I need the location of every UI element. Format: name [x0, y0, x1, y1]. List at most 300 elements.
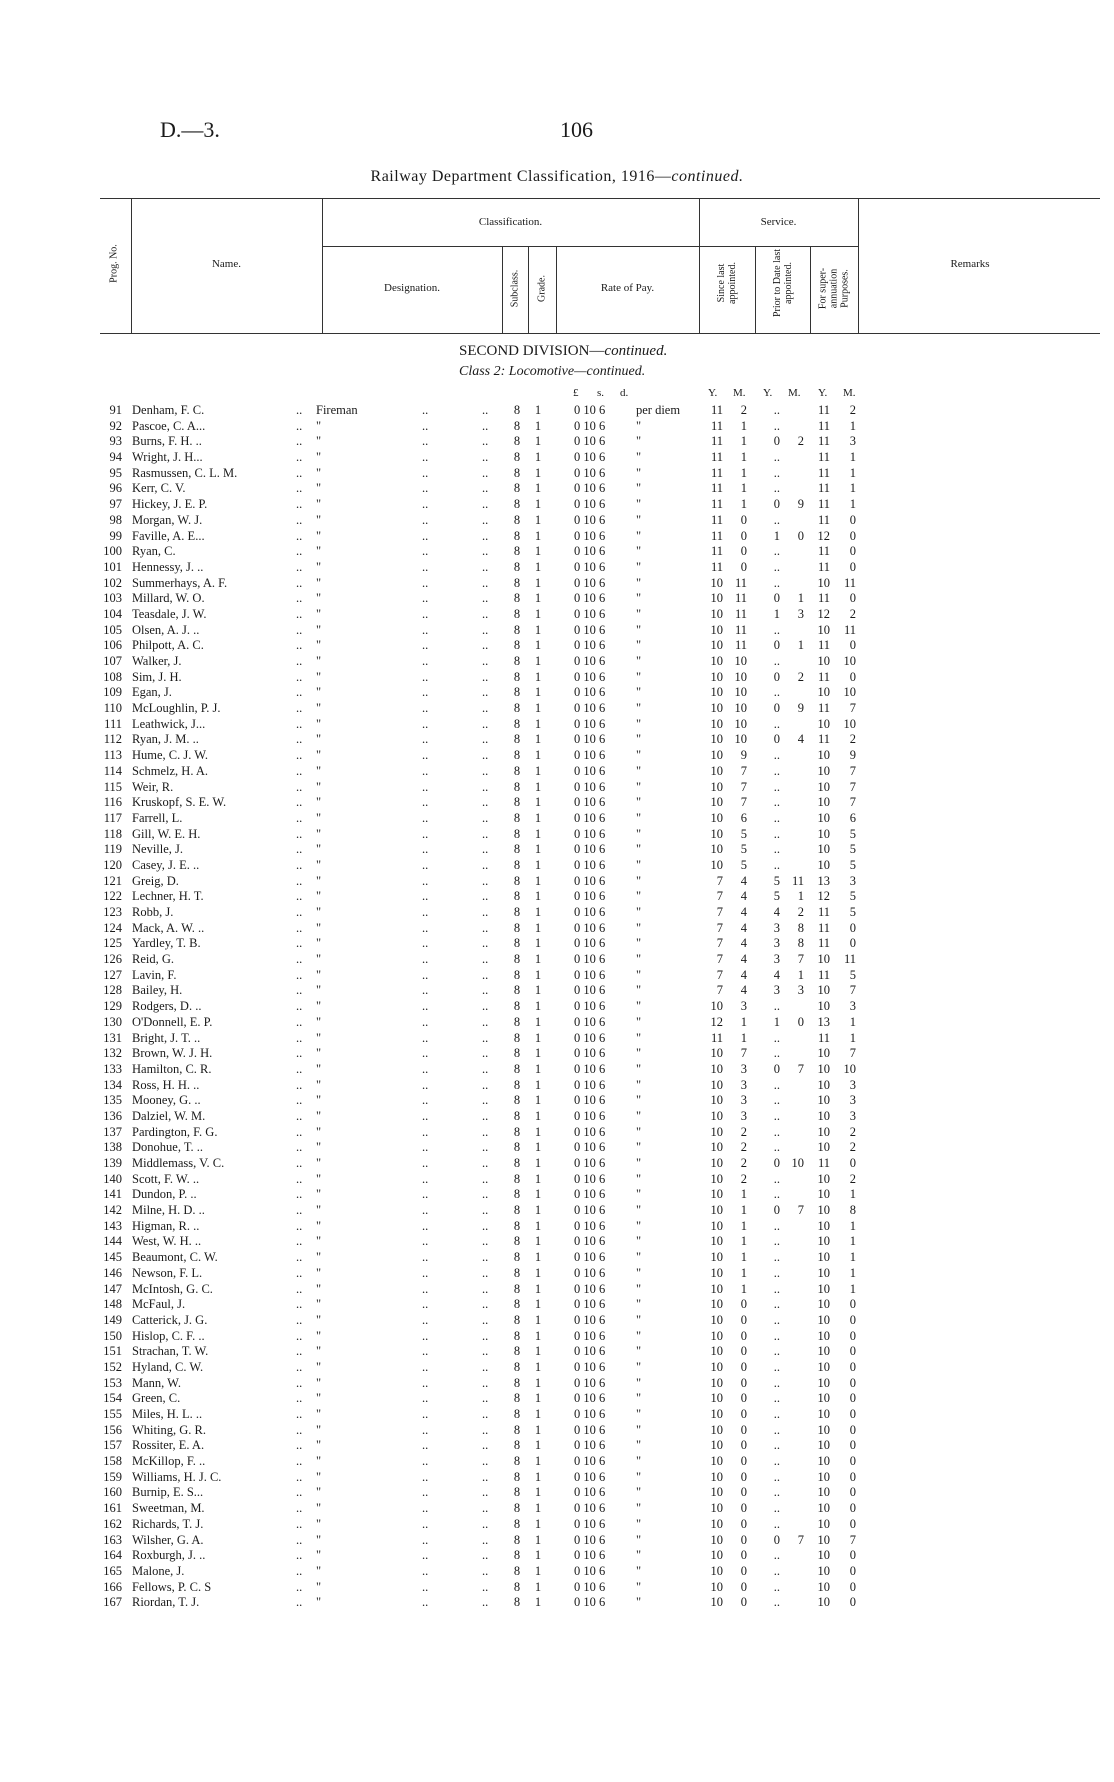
table-row [0, 1313, 1114, 1329]
leader-dots: .. [422, 701, 429, 716]
row-prior-months: 11 [791, 873, 804, 888]
table-row [0, 1172, 1114, 1188]
row-super-years: 10 [817, 1516, 830, 1531]
row-grade: 1 [534, 669, 542, 684]
leader-dots: .. [422, 779, 429, 794]
row-super-years: 10 [817, 1485, 830, 1500]
row-prog-no: 97 [109, 497, 122, 512]
row-grade: 1 [534, 591, 542, 606]
row-prog-no: 99 [109, 528, 122, 543]
row-prior-years: .. [773, 1265, 780, 1280]
row-subclass: 8 [513, 481, 521, 496]
leader-dots: .. [482, 559, 489, 574]
row-since-years: 10 [710, 1328, 723, 1343]
row-name: Mack, A. W. .. [132, 920, 205, 935]
leader-dots: .. [296, 732, 303, 747]
row-grade: 1 [534, 732, 542, 747]
row-name: O'Donnell, E. P. [132, 1014, 213, 1029]
leader-dots: .. [296, 1328, 303, 1343]
leader-dots: .. [296, 716, 303, 731]
row-grade: 1 [534, 1281, 542, 1296]
row-super-months: 0 [849, 936, 856, 951]
row-subclass: 8 [513, 622, 521, 637]
row-since-years: 11 [710, 559, 723, 574]
row-super-years: 10 [817, 1469, 830, 1484]
table-row [0, 1501, 1114, 1517]
row-prior-years: 0 [773, 1061, 780, 1076]
row-prog-no: 140 [103, 1171, 122, 1186]
col-since-last: Since last appointed. [716, 262, 738, 304]
row-name: Ryan, C. [132, 544, 176, 559]
row-grade: 1 [534, 1344, 542, 1359]
row-since-years: 10 [710, 1140, 723, 1155]
row-rate-unit: " [636, 1375, 642, 1390]
row-grade: 1 [534, 1140, 542, 1155]
row-subclass: 8 [513, 889, 521, 904]
row-super-years: 12 [817, 606, 830, 621]
header-bottom-rule [100, 333, 1100, 334]
row-name: Schmelz, H. A. [132, 763, 209, 778]
row-prog-no: 103 [103, 591, 122, 606]
table-row [0, 1391, 1114, 1407]
row-since-years: 10 [710, 1344, 723, 1359]
row-rate: 0 10 6 [574, 795, 606, 810]
row-super-months: 3 [849, 1093, 856, 1108]
row-designation: " [316, 1501, 322, 1516]
row-designation: " [316, 1124, 322, 1139]
title-continued: continued. [671, 168, 744, 185]
row-super-months: 0 [849, 669, 856, 684]
table-row [0, 1438, 1114, 1454]
leader-dots: .. [296, 999, 303, 1014]
row-since-years: 7 [716, 983, 723, 998]
row-rate-unit: " [636, 1328, 642, 1343]
row-name: Lechner, H. T. [132, 889, 204, 904]
row-grade: 1 [534, 1108, 542, 1123]
row-prior-years: .. [773, 748, 780, 763]
row-rate-unit: " [636, 606, 642, 621]
row-super-months: 11 [843, 622, 856, 637]
row-rate-unit: " [636, 983, 642, 998]
row-rate: 0 10 6 [574, 889, 606, 904]
leader-dots: .. [422, 810, 429, 825]
row-subclass: 8 [513, 1548, 521, 1563]
row-since-months: 1 [740, 1203, 747, 1218]
leader-dots: .. [422, 544, 429, 559]
leader-dots: .. [422, 559, 429, 574]
row-name: Morgan, W. J. [132, 512, 203, 527]
row-rate-unit: " [636, 1234, 642, 1249]
division-title-cont: continued. [604, 343, 668, 359]
row-prog-no: 147 [103, 1281, 122, 1296]
row-super-years: 11 [817, 936, 830, 951]
row-super-months: 1 [849, 481, 856, 496]
row-name: Rodgers, D. .. [132, 999, 202, 1014]
leader-dots: .. [296, 606, 303, 621]
row-name: McKillop, F. .. [132, 1454, 206, 1469]
leader-dots: .. [482, 606, 489, 621]
division-title-text: SECOND DIVISION— [459, 343, 605, 359]
row-grade: 1 [534, 1438, 542, 1453]
row-prior-years: 0 [773, 669, 780, 684]
leader-dots: .. [482, 1407, 489, 1421]
leader-dots: .. [482, 1061, 489, 1076]
leader-dots: .. [422, 1469, 429, 1484]
row-name: Roxburgh, J. .. [132, 1548, 206, 1563]
leader-dots: .. [482, 1548, 489, 1563]
row-rate: 0 10 6 [574, 1281, 606, 1296]
row-since-months: 10 [734, 701, 747, 716]
row-rate: 0 10 6 [574, 1250, 606, 1265]
row-prog-no: 116 [103, 795, 122, 810]
row-designation: " [316, 952, 322, 967]
row-super-months: 0 [849, 1438, 856, 1453]
row-super-years: 10 [817, 1297, 830, 1312]
row-name: Sweetman, M. [132, 1501, 205, 1516]
leader-dots: .. [482, 1328, 489, 1343]
leader-dots: .. [482, 983, 489, 998]
leader-dots: .. [482, 701, 489, 716]
row-prior-months: 2 [797, 669, 804, 684]
table-row [0, 685, 1114, 701]
row-prog-no: 131 [103, 1030, 122, 1045]
leader-dots: .. [296, 763, 303, 778]
row-name: Summerhays, A. F. [132, 575, 228, 590]
row-since-months: 0 [740, 1328, 747, 1343]
unit-months: M. [733, 387, 746, 399]
row-grade: 1 [534, 826, 542, 841]
row-subclass: 8 [513, 654, 521, 668]
row-designation: " [316, 1344, 322, 1359]
row-name: Leathwick, J... [132, 716, 206, 731]
table-row [0, 1533, 1114, 1549]
row-designation: " [316, 1454, 322, 1469]
row-rate-unit: " [636, 1407, 642, 1421]
row-prog-no: 102 [103, 575, 122, 590]
table-row [0, 466, 1114, 482]
row-since-months: 9 [740, 748, 747, 763]
row-rate: 0 10 6 [574, 857, 606, 872]
leader-dots: .. [296, 1485, 303, 1500]
row-subclass: 8 [513, 1187, 521, 1202]
leader-dots: .. [422, 512, 429, 527]
row-super-months: 0 [849, 1454, 856, 1469]
row-designation: " [316, 1187, 322, 1202]
row-grade: 1 [534, 1171, 542, 1186]
row-prior-years: .. [773, 1579, 780, 1594]
row-since-years: 10 [710, 1407, 723, 1421]
row-grade: 1 [534, 1469, 542, 1484]
row-since-years: 11 [710, 497, 723, 512]
row-since-months: 0 [740, 528, 747, 543]
row-grade: 1 [534, 1218, 542, 1233]
leader-dots: .. [296, 1171, 303, 1186]
row-designation: " [316, 1203, 322, 1218]
row-rate-unit: " [636, 1171, 642, 1186]
leader-dots: .. [482, 481, 489, 496]
row-name: Kruskopf, S. E. W. [132, 795, 227, 810]
row-since-months: 7 [740, 763, 747, 778]
row-grade: 1 [534, 873, 542, 888]
row-since-months: 10 [734, 732, 747, 747]
row-grade: 1 [534, 1061, 542, 1076]
row-grade: 1 [534, 1046, 542, 1061]
leader-dots: .. [482, 1234, 489, 1249]
row-super-months: 1 [849, 1250, 856, 1265]
row-super-years: 13 [817, 1014, 830, 1029]
row-prior-years: .. [773, 654, 780, 668]
row-since-years: 10 [710, 1532, 723, 1547]
row-prog-no: 142 [103, 1203, 122, 1218]
row-grade: 1 [534, 544, 542, 559]
row-name: Scott, F. W. .. [132, 1171, 200, 1186]
leader-dots: .. [422, 418, 429, 433]
row-since-years: 7 [716, 952, 723, 967]
row-rate: 0 10 6 [574, 716, 606, 731]
leader-dots: .. [482, 1501, 489, 1516]
page-number: 106 [560, 117, 593, 142]
row-subclass: 8 [513, 857, 521, 872]
table-row [0, 1266, 1114, 1282]
row-since-months: 2 [740, 1156, 747, 1170]
row-grade: 1 [534, 1030, 542, 1045]
leader-dots: .. [296, 434, 303, 449]
leader-dots: .. [296, 512, 303, 527]
col-divider [502, 246, 503, 333]
leader-dots: .. [296, 1108, 303, 1123]
row-prior-months: 1 [797, 967, 804, 982]
row-prior-months: 8 [797, 936, 804, 951]
row-rate-unit: " [636, 1187, 642, 1202]
row-super-years: 11 [817, 465, 830, 480]
row-since-months: 0 [740, 559, 747, 574]
row-super-months: 0 [849, 1297, 856, 1312]
row-since-months: 7 [740, 779, 747, 794]
row-subclass: 8 [513, 1344, 521, 1359]
row-grade: 1 [534, 1548, 542, 1563]
row-subclass: 8 [513, 763, 521, 778]
row-rate-unit: " [636, 763, 642, 778]
leader-dots: .. [482, 434, 489, 449]
leader-dots: .. [482, 622, 489, 637]
row-prog-no: 166 [103, 1579, 122, 1594]
row-name: Greig, D. [132, 873, 179, 888]
leader-dots: .. [422, 1454, 429, 1469]
row-name: Teasdale, J. W. [132, 606, 207, 621]
row-since-months: 10 [734, 654, 747, 668]
row-rate: 0 10 6 [574, 779, 606, 794]
row-since-years: 10 [710, 763, 723, 778]
row-rate-unit: " [636, 1548, 642, 1563]
row-grade: 1 [534, 403, 542, 417]
col-designation: Designation. [384, 282, 440, 294]
col-service: Service. [760, 216, 797, 228]
row-grade: 1 [534, 1595, 542, 1610]
row-name: Weir, R. [132, 779, 174, 794]
leader-dots: .. [422, 434, 429, 449]
row-rate-unit: " [636, 638, 642, 653]
row-super-years: 10 [817, 1375, 830, 1390]
leader-dots: .. [482, 1312, 489, 1327]
row-prog-no: 155 [103, 1407, 122, 1421]
table-row [0, 1564, 1114, 1580]
row-super-years: 11 [817, 591, 830, 606]
leader-dots: .. [482, 1595, 489, 1610]
row-super-months: 0 [849, 1407, 856, 1421]
row-rate: 0 10 6 [574, 1516, 606, 1531]
leader-dots: .. [422, 1187, 429, 1202]
leader-dots: .. [422, 1061, 429, 1076]
row-name: Strachan, T. W. [132, 1344, 209, 1359]
row-designation: " [316, 1391, 322, 1406]
leader-dots: .. [422, 1030, 429, 1045]
row-prior-years: 4 [773, 967, 780, 982]
leader-dots: .. [422, 1108, 429, 1123]
row-grade: 1 [534, 622, 542, 637]
row-designation: " [316, 999, 322, 1014]
table-row [0, 1125, 1114, 1141]
row-rate-unit: " [636, 1391, 642, 1406]
row-subclass: 8 [513, 748, 521, 763]
leader-dots: .. [482, 654, 489, 668]
row-name: Millard, W. O. [132, 591, 205, 606]
table-row [0, 999, 1114, 1015]
row-designation: " [316, 1328, 322, 1343]
row-rate-unit: " [636, 905, 642, 919]
leader-dots: .. [422, 748, 429, 763]
row-prog-no: 130 [103, 1014, 122, 1029]
table-row [0, 1376, 1114, 1392]
row-super-years: 10 [817, 795, 830, 810]
row-super-months: 0 [849, 920, 856, 935]
row-prior-years: .. [773, 403, 780, 417]
row-prior-years: 5 [773, 889, 780, 904]
leader-dots: .. [296, 1454, 303, 1469]
row-designation: " [316, 497, 322, 512]
row-prior-years: .. [773, 1344, 780, 1359]
row-rate-unit: " [636, 1250, 642, 1265]
row-since-years: 10 [710, 1563, 723, 1578]
row-prog-no: 93 [109, 434, 122, 449]
leader-dots: .. [482, 889, 489, 904]
col-prior: Prior to Date last appointed. [772, 248, 794, 318]
leader-dots: .. [296, 1359, 303, 1374]
row-designation: " [316, 779, 322, 794]
row-rate-unit: " [636, 654, 642, 668]
leader-dots: .. [482, 1485, 489, 1500]
leader-dots: .. [482, 418, 489, 433]
leader-dots: .. [296, 1187, 303, 1202]
row-designation: " [316, 1093, 322, 1108]
table-row [0, 748, 1114, 764]
row-since-months: 0 [740, 1469, 747, 1484]
row-since-months: 4 [740, 873, 747, 888]
table-row [0, 1031, 1114, 1047]
row-since-months: 0 [740, 1375, 747, 1390]
row-prior-years: .. [773, 1563, 780, 1578]
leader-dots: .. [296, 465, 303, 480]
row-rate: 0 10 6 [574, 465, 606, 480]
row-since-years: 10 [710, 748, 723, 763]
row-rate-unit: " [636, 1579, 642, 1594]
row-super-months: 10 [843, 654, 856, 668]
row-rate: 0 10 6 [574, 1093, 606, 1108]
row-super-months: 7 [849, 1532, 856, 1547]
leader-dots: .. [296, 905, 303, 919]
row-designation: " [316, 1595, 322, 1610]
row-rate-unit: per diem [636, 403, 681, 417]
row-name: McLoughlin, P. J. [132, 701, 221, 716]
leader-dots: .. [296, 622, 303, 637]
row-since-years: 10 [710, 1218, 723, 1233]
row-grade: 1 [534, 763, 542, 778]
leader-dots: .. [422, 999, 429, 1014]
row-designation: " [316, 1438, 322, 1453]
table-row [0, 1329, 1114, 1345]
staff-table-body [0, 403, 1114, 1611]
row-designation: " [316, 810, 322, 825]
row-prior-years: .. [773, 1140, 780, 1155]
leader-dots: .. [296, 481, 303, 496]
row-super-years: 11 [817, 905, 830, 919]
row-grade: 1 [534, 920, 542, 935]
row-since-months: 3 [740, 1077, 747, 1092]
row-designation: " [316, 418, 322, 433]
leader-dots: .. [296, 983, 303, 998]
row-prog-no: 148 [103, 1297, 122, 1312]
row-since-years: 10 [710, 1516, 723, 1531]
row-subclass: 8 [513, 920, 521, 935]
row-super-months: 7 [849, 983, 856, 998]
row-since-years: 10 [710, 685, 723, 700]
row-name: Hume, C. J. W. [132, 748, 209, 763]
leader-dots: .. [296, 952, 303, 967]
row-prog-no: 145 [103, 1250, 122, 1265]
row-name: West, W. H. .. [132, 1234, 202, 1249]
leader-dots: .. [482, 544, 489, 559]
row-rate-unit: " [636, 826, 642, 841]
row-super-months: 0 [849, 1516, 856, 1531]
row-prog-no: 92 [109, 418, 122, 433]
leader-dots: .. [296, 1375, 303, 1390]
row-prior-months: 7 [797, 1532, 804, 1547]
leader-dots: .. [482, 1030, 489, 1045]
leader-dots: .. [296, 1422, 303, 1437]
row-name: Riordan, T. J. [132, 1595, 200, 1610]
table-row [0, 889, 1114, 905]
col-superannuation: For super-annuation Purposes. [817, 267, 851, 310]
row-rate-unit: " [636, 1046, 642, 1061]
row-prog-no: 123 [103, 905, 122, 919]
row-subclass: 8 [513, 1108, 521, 1123]
row-since-years: 11 [710, 512, 723, 527]
row-designation: " [316, 826, 322, 841]
leader-dots: .. [482, 528, 489, 543]
row-since-years: 7 [716, 920, 723, 935]
leader-dots: .. [296, 450, 303, 465]
row-super-years: 10 [817, 685, 830, 700]
row-rate-unit: " [636, 669, 642, 684]
row-super-months: 0 [849, 544, 856, 559]
row-designation: " [316, 465, 322, 480]
row-rate: 0 10 6 [574, 685, 606, 700]
leader-dots: .. [482, 763, 489, 778]
row-grade: 1 [534, 1297, 542, 1312]
row-designation: " [316, 936, 322, 951]
row-rate: 0 10 6 [574, 920, 606, 935]
row-rate-unit: " [636, 1108, 642, 1123]
row-super-years: 10 [817, 810, 830, 825]
